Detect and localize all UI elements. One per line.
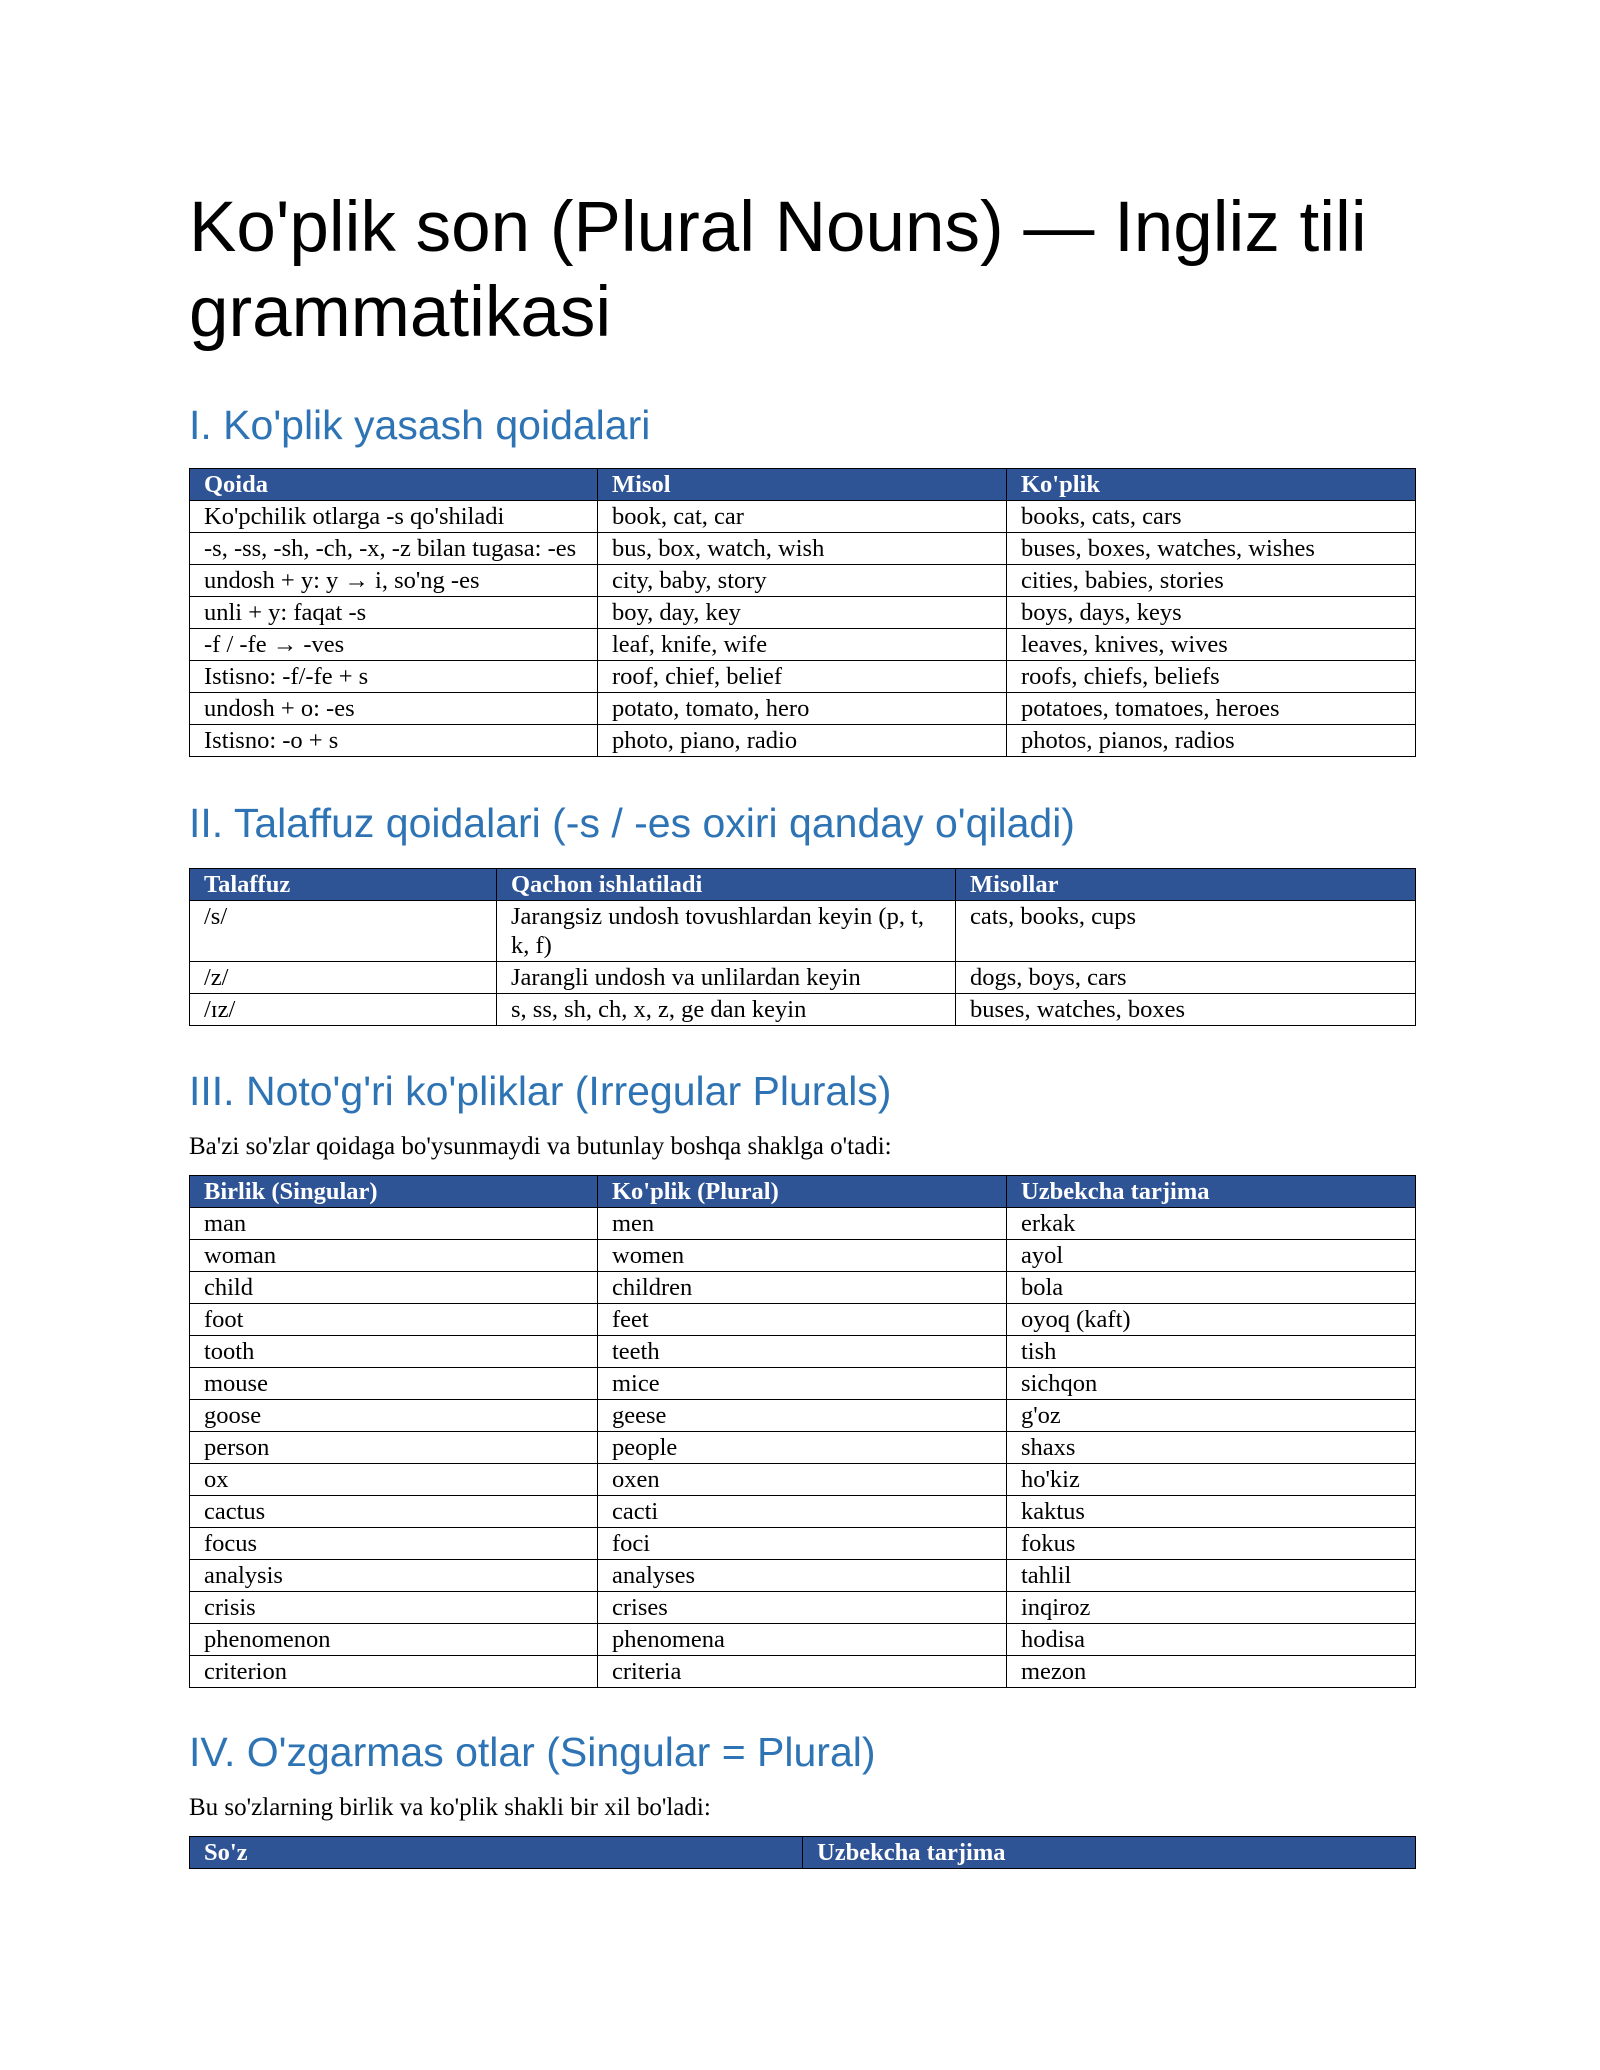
table-cell: Istisno: -f/-fe + s	[190, 661, 598, 693]
table-cell: analysis	[190, 1560, 598, 1592]
table-cell: oxen	[598, 1464, 1007, 1496]
table-cell: ho'kiz	[1007, 1464, 1416, 1496]
table-row	[190, 565, 1416, 597]
table-row	[190, 693, 1416, 725]
section-heading-pronunciation: II. Talaffuz qoidalari (-s / -es oxiri qanday o'qiladi)	[189, 800, 1075, 846]
page-title: Ko'plik son (Plural Nouns) — Ingliz tili grammatikasi	[189, 188, 1367, 352]
table-cell: erkak	[1007, 1208, 1416, 1240]
table-cell: cactus	[190, 1496, 598, 1528]
table-row	[190, 661, 1416, 693]
table-row	[190, 1432, 1416, 1464]
table-cell: bus, box, watch, wish	[598, 533, 1007, 565]
table-cell: goose	[190, 1400, 598, 1432]
table-cell: mouse	[190, 1368, 598, 1400]
table-cell: dogs, boys, cars	[956, 962, 1416, 994]
section-heading-unchanged: IV. O'zgarmas otlar (Singular = Plural)	[189, 1729, 876, 1775]
table-cell: -s, -ss, -sh, -ch, -x, -z bilan tugasa: -es	[190, 533, 598, 565]
column-header: Talaffuz	[190, 869, 497, 901]
table-cell: ox	[190, 1464, 598, 1496]
table-cell: mezon	[1007, 1656, 1416, 1688]
table-row	[190, 597, 1416, 629]
column-header: Misollar	[956, 869, 1416, 901]
table-cell: phenomenon	[190, 1624, 598, 1656]
section-intro-irregular: Ba'zi so'zlar qoidaga bo'ysunmaydi va butunlay boshqa shaklga o'tadi:	[189, 1133, 892, 1160]
table-cell: mice	[598, 1368, 1007, 1400]
table-cell: people	[598, 1432, 1007, 1464]
table-cell: men	[598, 1208, 1007, 1240]
table-row	[190, 725, 1416, 757]
table-cell: cacti	[598, 1496, 1007, 1528]
column-header: Qachon ishlatiladi	[497, 869, 956, 901]
table-cell: crises	[598, 1592, 1007, 1624]
table-cell: buses, watches, boxes	[956, 994, 1416, 1026]
column-header: Ko'plik (Plural)	[598, 1176, 1007, 1208]
table-row	[190, 994, 1416, 1026]
table-cell: g'oz	[1007, 1400, 1416, 1432]
table-row	[190, 1592, 1416, 1624]
table-cell: shaxs	[1007, 1432, 1416, 1464]
table-cell: roof, chief, belief	[598, 661, 1007, 693]
table-cell: undosh + o: -es	[190, 693, 598, 725]
table-cell: analyses	[598, 1560, 1007, 1592]
column-header: Qoida	[190, 469, 598, 501]
column-header: Uzbekcha tarjima	[803, 1837, 1416, 1869]
column-header: So'z	[190, 1837, 803, 1869]
table-row	[190, 1656, 1416, 1688]
table-cell: foot	[190, 1304, 598, 1336]
table-cell: Jarangsiz undosh tovushlardan keyin (p, t, k, f)	[497, 901, 956, 962]
table-cell: tooth	[190, 1336, 598, 1368]
table-cell: city, baby, story	[598, 565, 1007, 597]
table-cell: women	[598, 1240, 1007, 1272]
table-cell: leaves, knives, wives	[1007, 629, 1416, 661]
table-cell: teeth	[598, 1336, 1007, 1368]
table-cell: bola	[1007, 1272, 1416, 1304]
table-cell: boys, days, keys	[1007, 597, 1416, 629]
table-cell: Istisno: -o + s	[190, 725, 598, 757]
section-heading-rules: I. Ko'plik yasash qoidalari	[189, 402, 651, 448]
table-cell: fokus	[1007, 1528, 1416, 1560]
table-header-row	[190, 469, 1416, 501]
table-cell: child	[190, 1272, 598, 1304]
column-header: Uzbekcha tarjima	[1007, 1176, 1416, 1208]
table-row	[190, 1368, 1416, 1400]
document-page	[189, 185, 1415, 1869]
table-row	[190, 1272, 1416, 1304]
table-cell: criteria	[598, 1656, 1007, 1688]
table-cell: ayol	[1007, 1240, 1416, 1272]
table-cell: undosh + y: y → i, so'ng -es	[190, 565, 598, 597]
table-cell: feet	[598, 1304, 1007, 1336]
table-cell: unli + y: faqat -s	[190, 597, 598, 629]
table-row	[190, 901, 1416, 962]
table-cell: photos, pianos, radios	[1007, 725, 1416, 757]
table-row	[190, 1336, 1416, 1368]
table-row	[190, 1528, 1416, 1560]
table-cell: /z/	[190, 962, 497, 994]
rules-table	[189, 468, 1416, 757]
table-cell: phenomena	[598, 1624, 1007, 1656]
table-cell: cities, babies, stories	[1007, 565, 1416, 597]
table-row	[190, 1496, 1416, 1528]
pronunciation-table	[189, 868, 1416, 1026]
table-cell: inqiroz	[1007, 1592, 1416, 1624]
table-cell: geese	[598, 1400, 1007, 1432]
table-header-row	[190, 869, 1416, 901]
table-cell: focus	[190, 1528, 598, 1560]
table-cell: /s/	[190, 901, 497, 962]
table-header-row	[190, 1837, 1416, 1869]
table-cell: woman	[190, 1240, 598, 1272]
table-cell: s, ss, sh, ch, x, z, ge dan keyin	[497, 994, 956, 1026]
table-cell: -f / -fe → -ves	[190, 629, 598, 661]
table-cell: kaktus	[1007, 1496, 1416, 1528]
table-cell: boy, day, key	[598, 597, 1007, 629]
table-row	[190, 629, 1416, 661]
table-cell: book, cat, car	[598, 501, 1007, 533]
table-cell: books, cats, cars	[1007, 501, 1416, 533]
table-cell: man	[190, 1208, 598, 1240]
table-cell: buses, boxes, watches, wishes	[1007, 533, 1416, 565]
table-cell: photo, piano, radio	[598, 725, 1007, 757]
irregular-plurals-table	[189, 1175, 1416, 1688]
table-cell: /ɪz/	[190, 994, 497, 1026]
table-row	[190, 533, 1416, 565]
column-header: Birlik (Singular)	[190, 1176, 598, 1208]
column-header: Misol	[598, 469, 1007, 501]
table-cell: Jarangli undosh va unlilardan keyin	[497, 962, 956, 994]
table-cell: foci	[598, 1528, 1007, 1560]
table-row	[190, 501, 1416, 533]
table-cell: crisis	[190, 1592, 598, 1624]
table-row	[190, 1208, 1416, 1240]
table-cell: criterion	[190, 1656, 598, 1688]
table-cell: potato, tomato, hero	[598, 693, 1007, 725]
table-header-row	[190, 1176, 1416, 1208]
table-cell: potatoes, tomatoes, heroes	[1007, 693, 1416, 725]
table-row	[190, 1400, 1416, 1432]
table-row	[190, 1304, 1416, 1336]
table-cell: tish	[1007, 1336, 1416, 1368]
table-row	[190, 1240, 1416, 1272]
section-intro-unchanged: Bu so'zlarning birlik va ko'plik shakli bir xil bo'ladi:	[189, 1794, 711, 1821]
table-row	[190, 962, 1416, 994]
table-cell: tahlil	[1007, 1560, 1416, 1592]
table-cell: sichqon	[1007, 1368, 1416, 1400]
table-cell: person	[190, 1432, 598, 1464]
table-cell: oyoq (kaft)	[1007, 1304, 1416, 1336]
table-row	[190, 1560, 1416, 1592]
table-cell: children	[598, 1272, 1007, 1304]
column-header: Ko'plik	[1007, 469, 1416, 501]
table-cell: leaf, knife, wife	[598, 629, 1007, 661]
table-cell: roofs, chiefs, beliefs	[1007, 661, 1416, 693]
table-row	[190, 1624, 1416, 1656]
table-cell: hodisa	[1007, 1624, 1416, 1656]
section-heading-irregular: III. Noto'g'ri ko'pliklar (Irregular Plurals)	[189, 1068, 892, 1114]
table-cell: Ko'pchilik otlarga -s qo'shiladi	[190, 501, 598, 533]
table-cell: cats, books, cups	[956, 901, 1416, 962]
unchanged-nouns-table	[189, 1836, 1416, 1869]
table-row	[190, 1464, 1416, 1496]
